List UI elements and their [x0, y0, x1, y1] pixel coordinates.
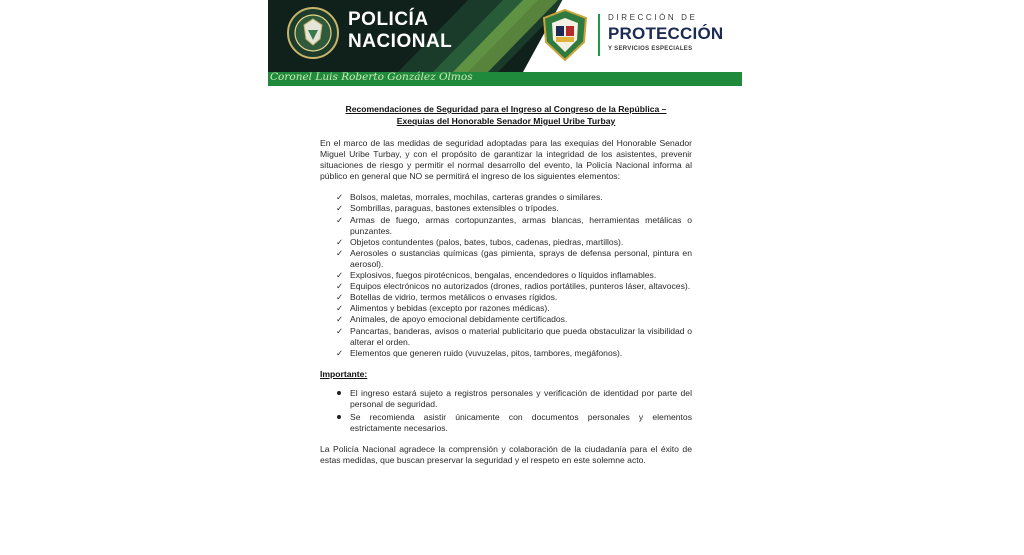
check-icon: ✓: [336, 203, 344, 214]
check-icon: ✓: [336, 292, 344, 303]
list-item: [336, 314, 692, 325]
list-item-text: Animales, de apoyo emocional debidamente certificados.: [350, 314, 568, 325]
closing-paragraph: La Policía Nacional agradece la comprensión y colaboración de la ciudadanía para el éxito de estas medidas, que buscan preservar la seguridad y el respeto en este solemne acto.: [320, 444, 692, 466]
list-item-text: Elementos que generen ruido (vuvuzelas, pitos, tambores, megáfonos).: [350, 347, 623, 358]
check-icon: ✓: [336, 281, 344, 292]
list-item: [336, 270, 692, 281]
check-icon: ✓: [336, 192, 344, 203]
direction-divider: [598, 14, 600, 56]
list-item-text: Alimentos y bebidas (excepto por razones médicas).: [350, 303, 550, 314]
document-title-line2: Exequias del Honorable Senador Miguel Uribe Turbay: [396, 115, 616, 126]
list-item: [336, 203, 692, 214]
list-item: [336, 215, 692, 237]
check-icon: ✓: [336, 325, 344, 336]
list-item: [336, 292, 692, 303]
direction-line3: Y SERVICIOS ESPECIALES: [608, 46, 693, 52]
list-item-text: Botellas de vidrio, termos metálicos o envases rígidos.: [350, 292, 558, 303]
important-list: [320, 388, 692, 434]
list-item-text: Explosivos, fuegos pirotécnicos, bengalas, encendedores o líquidos inflamables.: [350, 270, 657, 281]
list-item: [336, 303, 692, 314]
list-item-text: El ingreso estará sujeto a registros personales y verificación de identidad por parte del personal de seguridad.: [350, 387, 692, 409]
list-item: [336, 281, 692, 292]
direction-line2: PROTECCIÓN: [608, 24, 724, 43]
direction-shield-icon: [540, 8, 590, 62]
bullet-icon: [337, 415, 341, 419]
list-item-text: Se recomienda asistir únicamente con documentos personales y elementos estrictamente necesarios.: [350, 412, 692, 434]
list-item: [336, 348, 692, 359]
check-icon: ✓: [336, 347, 344, 358]
document-title: [320, 104, 692, 127]
intro-paragraph: En el marco de las medidas de seguridad adoptadas para las exequias del Honorable Senador Miguel Uribe Turbay, y con el propósito de garantizar la integridad de los asistentes, prevenir situaciones de riesgo y permitir el normal desarrollo del evento, la Policía Nacional informa al público en general que NO se permitirá el ingreso de los siguientes elementos:: [320, 138, 692, 182]
list-item: [336, 388, 692, 410]
check-icon: ✓: [336, 236, 344, 247]
prohibited-items-list: [320, 192, 692, 358]
check-icon: ✓: [336, 214, 344, 225]
list-item-text: Pancartas, banderas, avisos o material publicitario que pueda obstaculizar la visibilidad o alterar el orden.: [350, 325, 692, 347]
police-seal-icon: [286, 6, 340, 60]
check-icon: ✓: [336, 247, 344, 258]
list-item: [336, 248, 692, 270]
signature-text: Coronel Luis Roberto González Olmos: [270, 71, 473, 83]
check-icon: ✓: [336, 303, 344, 314]
list-item-text: Sombrillas, paraguas, bastones extensibles o trípodes.: [350, 203, 559, 214]
letterhead: [268, 0, 742, 86]
list-item-text: Armas de fuego, armas cortopunzantes, armas blancas, herramientas metálicas o punzantes.: [350, 214, 692, 236]
document-body: [320, 104, 692, 466]
direction-line1: DIRECCIÓN DE: [608, 13, 698, 22]
bullet-icon: [337, 391, 341, 395]
document-title-line1: Recomendaciones de Seguridad para el Ingreso al Congreso de la República –: [345, 104, 667, 114]
document-page: [268, 0, 742, 555]
important-heading: Importante:: [320, 368, 368, 379]
police-wordmark-line2: NACIONAL: [348, 31, 453, 52]
list-item: [336, 192, 692, 203]
list-item: [336, 326, 692, 348]
check-icon: ✓: [336, 314, 344, 325]
list-item-text: Aerosoles o sustancias químicas (gas pimienta, sprays de defensa personal, pintura en aerosol).: [350, 247, 692, 269]
list-item-text: Bolsos, maletas, morrales, mochilas, carteras grandes o similares.: [350, 192, 603, 203]
direction-wordmark: [608, 13, 738, 53]
list-item: [336, 237, 692, 248]
list-item-text: Equipos electrónicos no autorizados (drones, radios portátiles, punteros láser, altavoces).: [350, 281, 691, 292]
police-wordmark-line1: POLICÍA: [348, 9, 429, 30]
police-wordmark: [348, 9, 498, 53]
list-item-text: Objetos contundentes (palos, bates, tubos, cadenas, piedras, martillos).: [350, 236, 624, 247]
check-icon: ✓: [336, 270, 344, 281]
list-item: [336, 412, 692, 434]
